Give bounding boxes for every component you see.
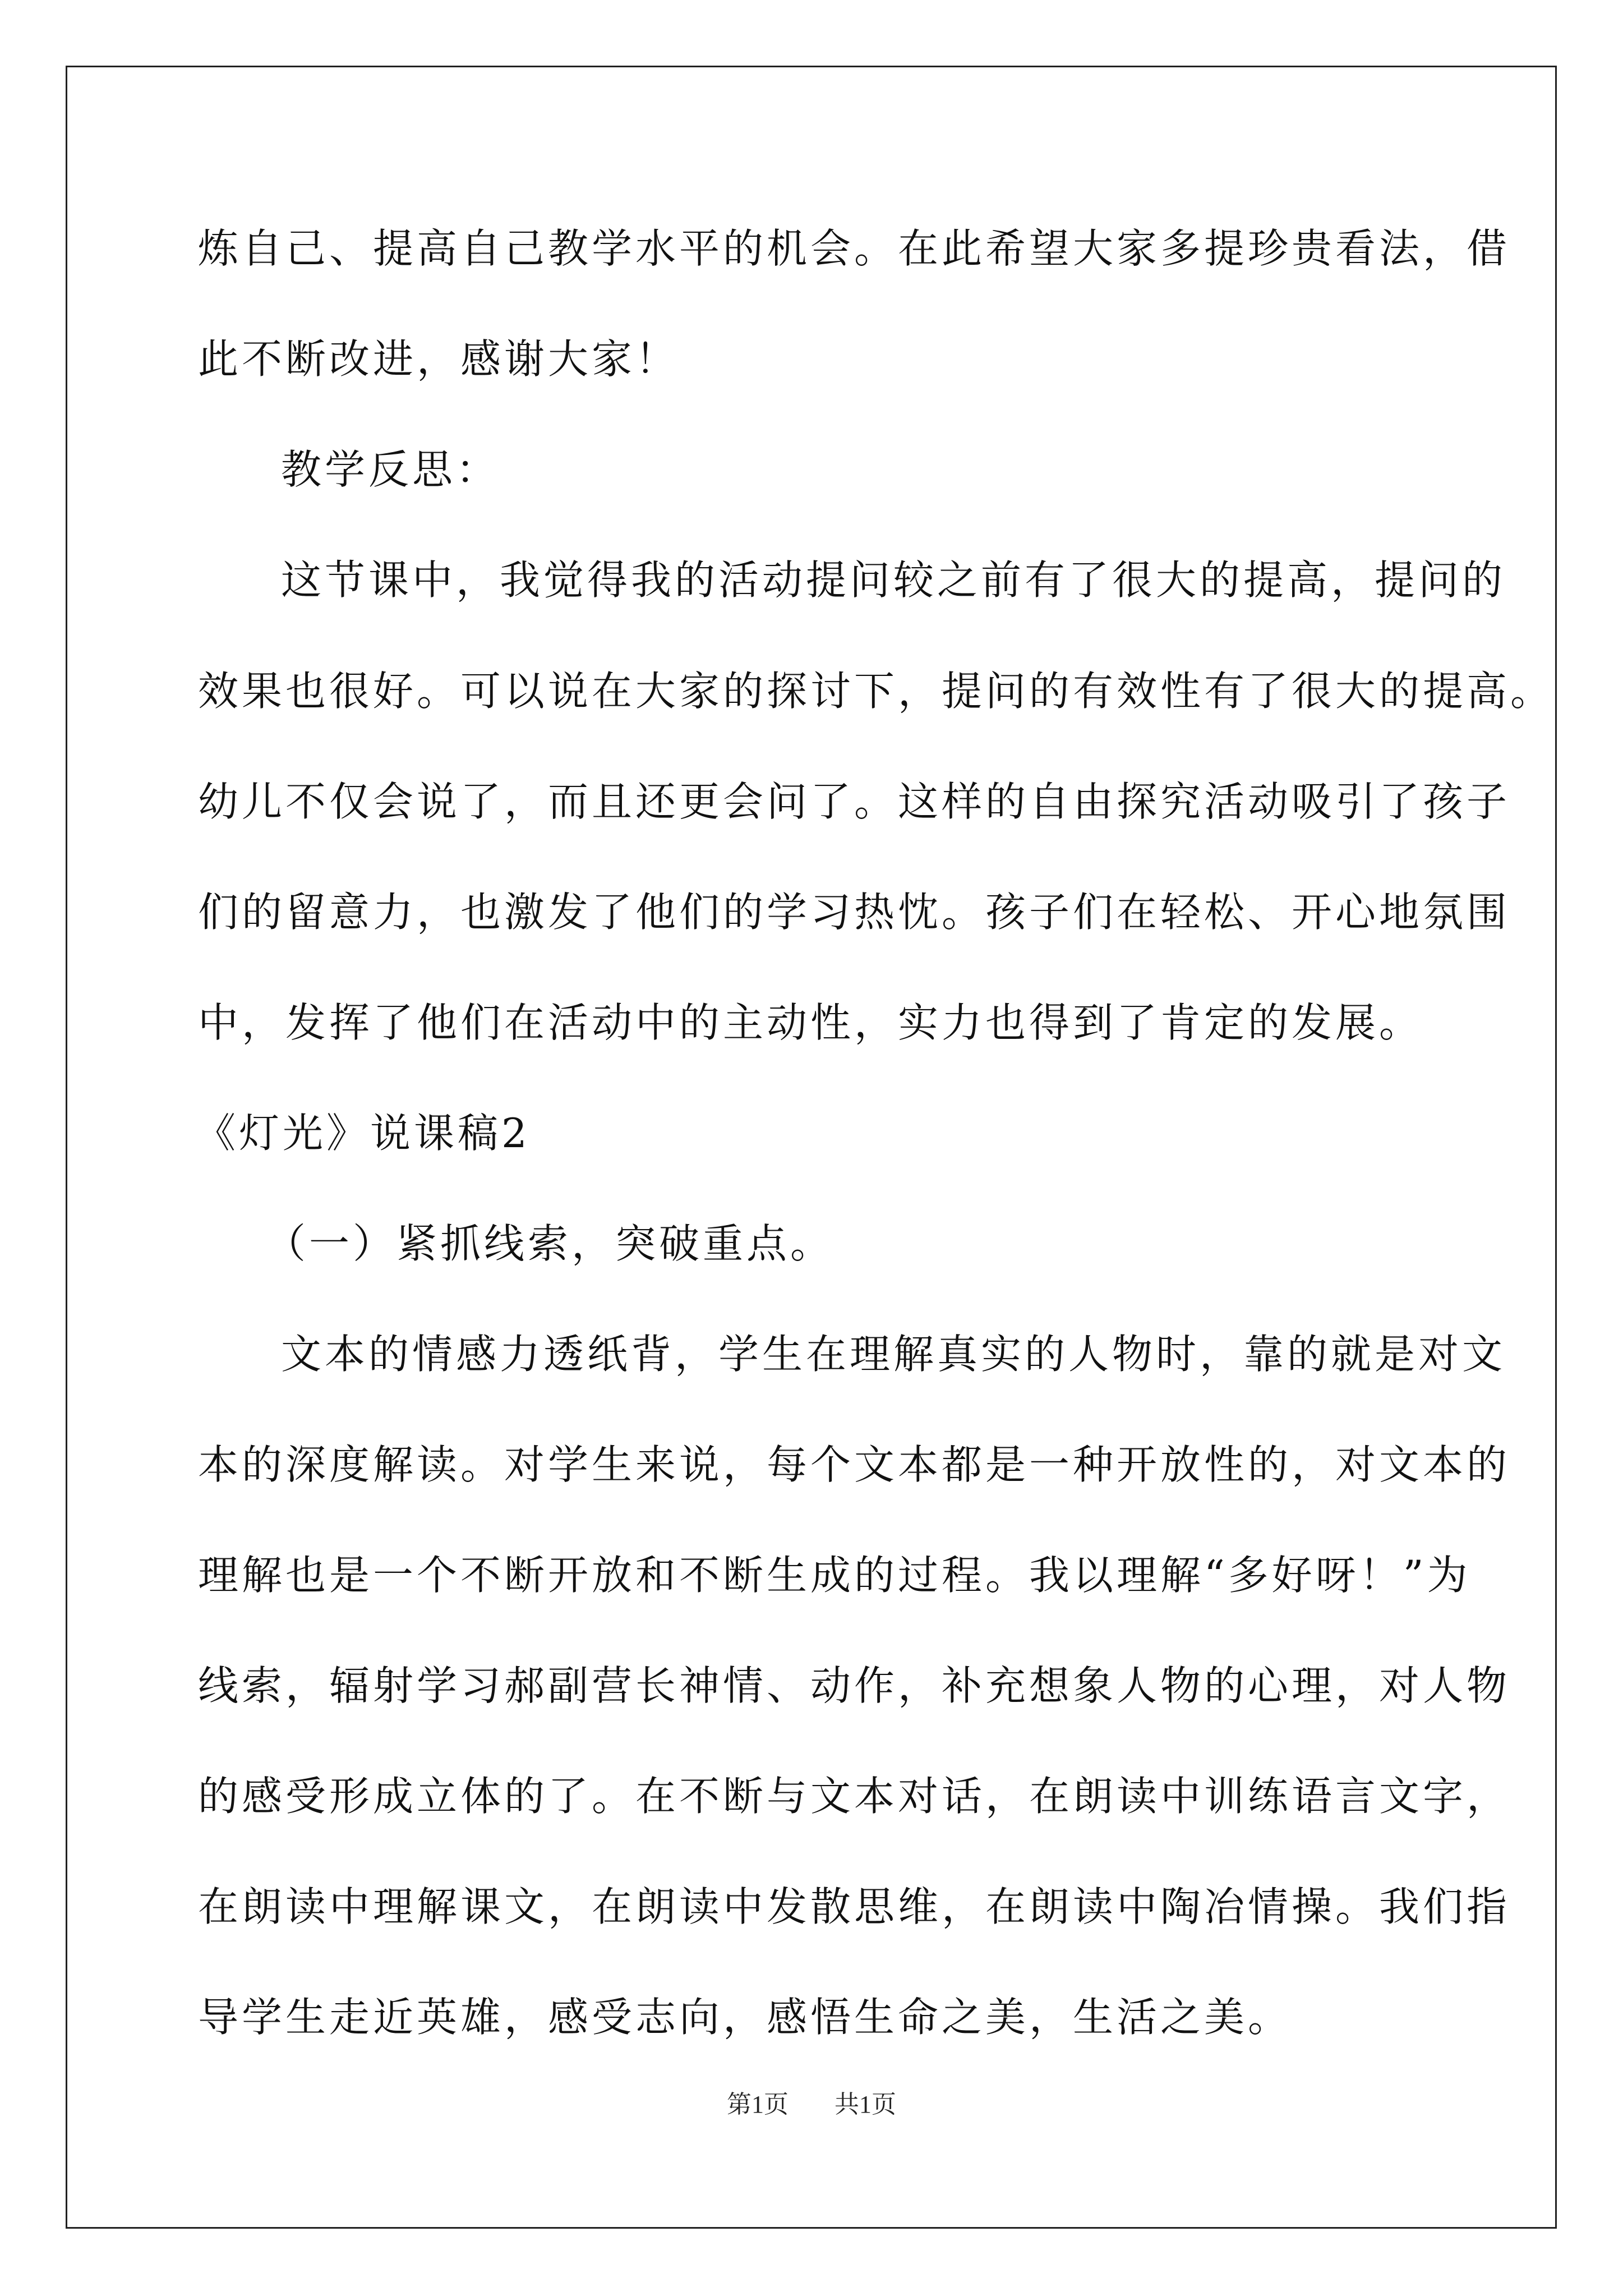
page-total: 共1页: [834, 2091, 896, 2118]
paragraph-line: 的感受形成立体的了。在不断与文本对话，在朗读中训练语言文字，: [198, 1773, 1511, 1820]
paragraph-line: 本的深度解读。对学生来说，每个文本都是一种开放性的，对文本的: [198, 1441, 1511, 1488]
paragraph-line: 炼自己、提高自己教学水平的机会。在此希望大家多提珍贵看法，借: [198, 225, 1511, 272]
paragraph-line: 此不断改进，感谢大家！: [198, 335, 680, 383]
page-footer: [0, 2088, 1623, 2122]
section-heading: 《灯光》说课稿2: [195, 1110, 531, 1157]
paragraph-line: 幼儿不仅会说了，而且还更会问了。这样的自由探究活动吸引了孩子: [198, 778, 1511, 825]
paragraph-line: 在朗读中理解课文，在朗读中发散思维，在朗读中陶冶情操。我们指: [198, 1883, 1511, 1930]
subsection-heading: （一）紧抓线索，突破重点。: [265, 1220, 834, 1267]
paragraph-line: 文本的情感力透纸背，学生在理解真实的人物时，靠的就是对文: [281, 1331, 1506, 1378]
paragraph-line: 中，发挥了他们在活动中的主动性，实力也得到了肯定的发展。: [198, 999, 1423, 1046]
paragraph-line: 效果也很好。可以说在大家的探讨下，提问的有效性有了很大的提高。: [198, 668, 1555, 715]
paragraph-line: 线索，辐射学习郝副营长神情、动作，补充想象人物的心理，对人物: [198, 1662, 1511, 1709]
paragraph-line: 这节课中，我觉得我的活动提问较之前有了很大的提高，提问的: [281, 556, 1506, 604]
page-number: 第1页: [727, 2091, 789, 2118]
section-label: 教学反思：: [281, 446, 500, 493]
paragraph-line: 们的留意力，也激发了他们的学习热忱。孩子们在轻松、开心地氛围: [198, 889, 1511, 936]
paragraph-line: 导学生走近英雄，感受志向，感悟生命之美，生活之美。: [198, 1994, 1292, 2041]
paragraph-line: 理解也是一个不断开放和不断生成的过程。我以理解“多好呀！”为: [198, 1552, 1471, 1599]
